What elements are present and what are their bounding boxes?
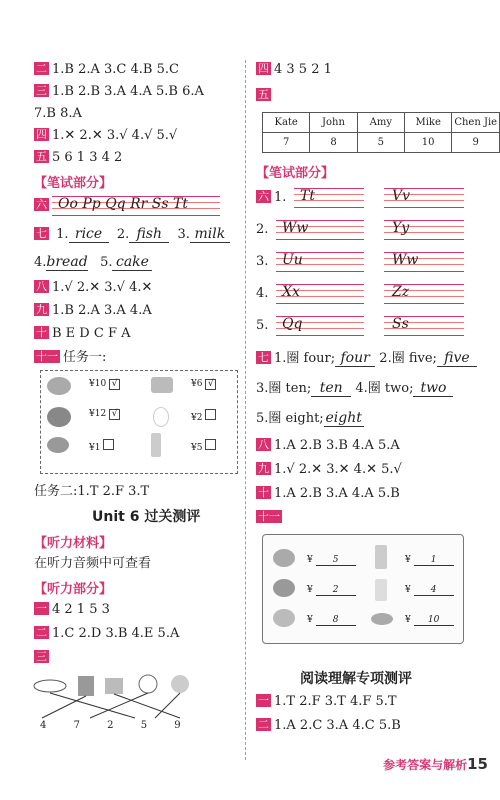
match-line [155,693,180,718]
handwritten-letters: Xx [282,284,300,300]
answer-line: 七 1. rice 2. fish 3. milk [34,226,230,243]
plate-icon [34,680,66,692]
reading-title: 阅读理解专项测评 [300,671,412,687]
price-label: ¥1 [89,439,114,453]
answer-line: 六 1. [258,190,287,205]
price-label: ¥ 10 [405,615,454,626]
answer-line: 五 5 6 1 3 4 2 [36,150,123,165]
names-table [262,112,500,153]
column-divider [245,60,246,760]
food-illustration [47,437,69,453]
answer-line: 一 1.T 2.F 3.T 4.F 5.T [258,694,397,709]
food-illustration [151,377,173,393]
match-line [90,693,148,718]
handwritten-letters: Zz [392,284,410,300]
handwritten-letters: Vv [392,188,411,204]
price-label: ¥12 √ [89,409,120,420]
answer-line: 十一 [258,510,280,523]
table-row: 7 8 5 10 9 [263,133,500,153]
answer-line: 4.bread 5. cake [34,254,152,271]
answer-line: 二 1.A 2.C 3.A 4.C 5.B [258,718,401,733]
food-illustration [375,545,387,569]
answer-line: 九 1.√ 2.✕ 3.✕ 4.✕ 5.√ [258,462,402,477]
answer-line: 4. [256,286,269,301]
handwritten-letters: Tt [300,188,315,204]
food-illustration [273,579,295,597]
unit-title: Unit 6 过关测评 [92,509,201,525]
bowl-icon [139,675,157,693]
answer-line: 二 1.C 2.D 3.B 4.E 5.A [36,626,180,641]
answer-line: 四 1.✕ 2.✕ 3.√ 4.√ 5.√ [36,128,178,143]
food-illustration [273,609,295,627]
answer-line: 五 [258,88,269,101]
food-illustration [375,579,387,601]
answer-line: 一 4 2 1 5 3 [36,602,110,617]
section-header: 【笔试部分】 [34,176,113,191]
handwritten-letters: Uu [282,252,303,268]
price-label: ¥ 5 [307,555,356,566]
food-illustration [47,377,71,395]
price-scroll [262,534,464,644]
answer-line: 十 B E D C F A [36,326,131,341]
food-illustration [153,407,169,427]
price-label: ¥ 8 [307,615,356,626]
price-label: ¥ 1 [405,555,454,566]
note-text: 在听力音频中可查看 [34,556,152,571]
page-footer: 参考答案与解析15 [383,755,488,773]
food-illustration [371,613,393,625]
match-numbers: 4 7 2 5 9 [40,720,181,731]
answer-line: 5.圈 eight; eight [256,410,362,426]
answer-line: 任务二:1.T 2.F 3.T [34,484,150,499]
handwritten-letters: Ww [392,252,419,268]
box-icon [78,676,94,696]
answer-line: 2. [256,222,269,237]
food-illustration [273,549,295,567]
answer-line: 三 [36,650,47,663]
answer-line: 八 1.A 2.B 3.B 4.A 5.A [258,438,400,453]
food-illustration [151,433,161,457]
answer-line: 二 1.B 2.A 3.C 4.B 5.C [36,62,179,77]
answer-line: 四 4 3 5 2 1 [258,62,332,77]
answer-line: 5. [256,318,269,333]
handwritten-letters: Ww [282,220,309,236]
answer-line: 七 1.圈 four; four 2.圈 five; five [256,350,477,367]
price-label: ¥6 √ [191,379,216,390]
price-label: ¥10 √ [89,379,120,390]
handwritten-letters: Qq [282,316,303,332]
price-label: ¥ 2 [307,585,356,596]
section-header: 【听力材料】 [34,536,113,551]
section-header: 【笔试部分】 [256,166,335,181]
answer-line: 7.B 8.A [34,106,82,121]
price-label: ¥5 [191,439,216,453]
bag-icon [105,678,123,694]
handwritten-letters: Ss [392,316,409,332]
answer-line: 十 1.A 2.B 3.A 4.A 5.B [258,486,400,501]
task-one-box [40,370,238,474]
answer-line: 3.圈 ten; ten 4.圈 two; two [256,380,453,397]
handwritten-letters: Oo Pp Qq Rr Ss Tt [58,196,188,212]
bear-icon [171,675,189,693]
handwritten-letters: Yy [392,220,410,236]
section-header: 【听力部分】 [34,582,113,597]
answer-line: 六 [36,198,47,211]
food-illustration [47,407,71,427]
answer-line: 十一 任务一: [36,350,107,365]
answer-line: 九 1.B 2.A 3.A 4.A [36,303,152,318]
price-label: ¥2 [191,409,216,423]
table-row: Kate John Amy Mike Chen Jie [263,113,500,133]
answer-line: 3. [256,254,269,269]
match-line [42,696,86,718]
price-label: ¥ 4 [405,585,454,596]
answer-line: 八 1.√ 2.✕ 3.√ 4.✕ [36,280,153,295]
answer-line: 三 1.B 2.B 3.A 4.A 5.B 6.A [36,84,204,99]
